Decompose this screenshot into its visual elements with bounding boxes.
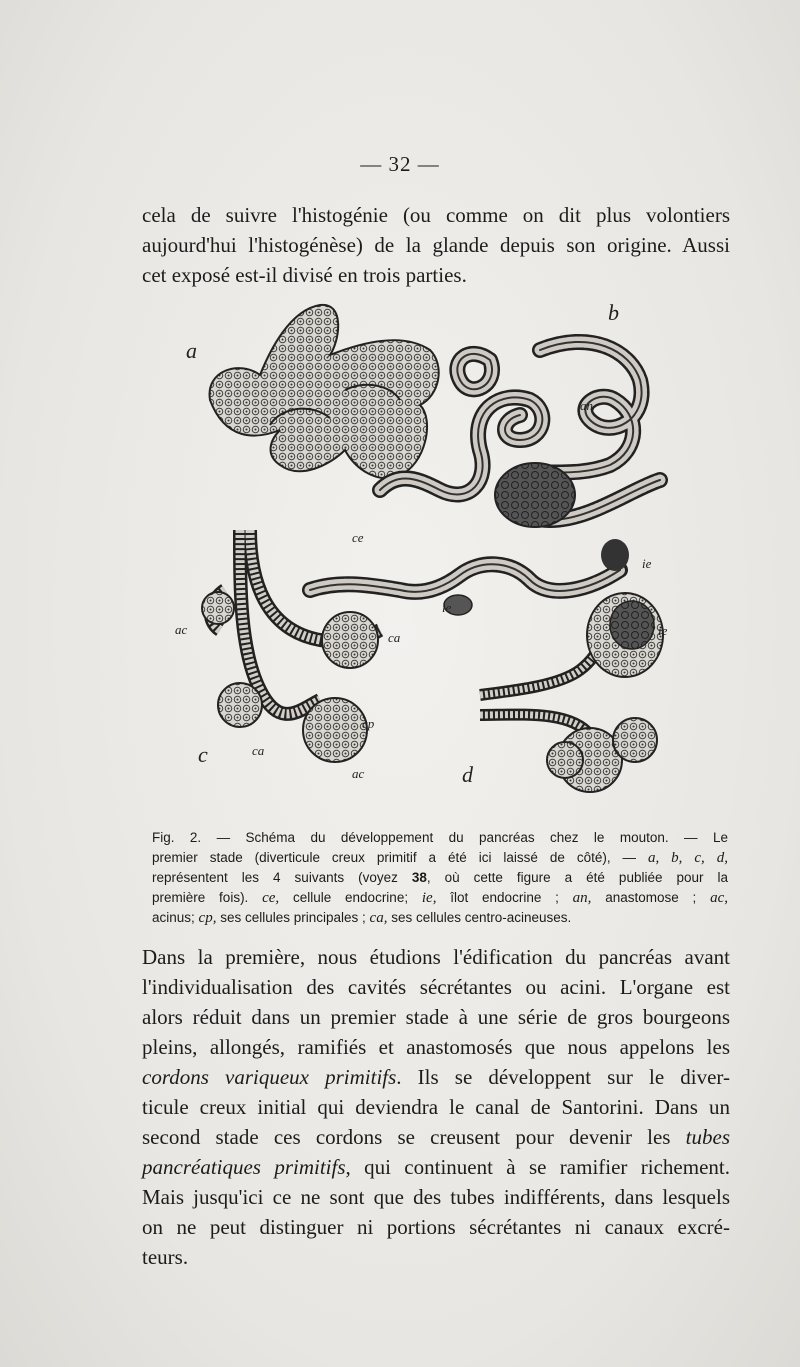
caption-text: première fois). <box>152 890 263 905</box>
paragraph-line: aujourd'hui l'histogénèse) de la glande depuis son origine. Aussi <box>142 233 730 257</box>
caption-line <box>152 868 728 888</box>
label-an: an <box>580 398 593 413</box>
paragraph-line: teurs. <box>142 1245 189 1269</box>
paragraph-line <box>142 1152 730 1182</box>
paragraph-line <box>142 1122 730 1152</box>
caption-italic: ca, <box>369 910 388 926</box>
body-paragraph <box>142 942 730 1272</box>
italic-term: pancréatiques primitifs <box>142 1155 346 1179</box>
label-ie-right: ie <box>642 556 652 571</box>
label-ac-bottom: ac <box>352 766 365 781</box>
caption-text: , où cette figure a été publiée pour la <box>426 870 728 885</box>
paragraph-line: ticule creux initial qui deviendra le canal de Santorini. Dans un <box>142 1095 730 1119</box>
paragraph-line: Mais jusqu'ici ce ne sont que des tubes indifférents, dans lesquels <box>142 1185 730 1209</box>
panel-letter-c: c <box>198 742 208 767</box>
caption-line <box>152 828 728 848</box>
paragraph-line: l'individualisation des cavités sécrétantes ou acini. L'organe est <box>142 975 730 999</box>
caption-bold-ref: 38 <box>411 870 427 885</box>
caption-text: premier stade (diverticule creux primitif a été ici laissé de côté), — <box>152 850 648 865</box>
panel-letter-a: a <box>186 338 197 363</box>
caption-text: cellule endocrine; <box>279 890 422 905</box>
panel-d-drawing <box>480 593 663 792</box>
paragraph-line: cela de suivre l'histogénie (ou comme on dit plus volontiers <box>142 203 730 227</box>
caption-italic: ac, <box>710 890 728 906</box>
panel-a-drawing <box>210 305 439 478</box>
label-ie-d: ie <box>658 623 668 638</box>
caption-text: anastomose ; <box>591 890 711 905</box>
caption-line <box>152 888 728 908</box>
paragraph-line: Dans la première, nous étudions l'édification du pancréas avant <box>142 945 730 969</box>
caption-text: représentent les 4 suivants (voyez <box>152 870 412 885</box>
caption-text: acinus; <box>152 910 199 925</box>
paragraph-text: , qui continuent à se ramifier richement. <box>345 1155 730 1179</box>
italic-term: tubes <box>685 1125 730 1149</box>
paragraph-text: . Ils se développent sur le diver- <box>396 1065 730 1089</box>
paragraph-line <box>142 1062 730 1092</box>
label-ie-center: ie <box>442 600 452 615</box>
caption-line <box>152 908 728 928</box>
caption-italic: a, b, c, d, <box>647 850 728 866</box>
caption-text: îlot endocrine ; <box>436 890 573 905</box>
paragraph-text: second stade ces cordons se creusent pour devenir les <box>142 1125 686 1149</box>
label-cp: cp <box>362 716 375 731</box>
panel-c-drawing <box>202 530 380 762</box>
figure-illustration <box>170 290 670 825</box>
label-ce: ce <box>352 530 364 545</box>
intro-paragraph <box>142 200 730 290</box>
caption-text: ses cellules centro-acineuses. <box>387 910 572 925</box>
label-ac-left: ac <box>175 622 188 637</box>
paragraph-line: alors réduit dans un premier stade à une série de gros bourgeons <box>142 1005 730 1029</box>
label-ca-c: ca <box>388 630 401 645</box>
page-number: — 32 — <box>360 152 440 176</box>
panel-letter-b: b <box>608 300 619 325</box>
figure-caption <box>152 828 728 928</box>
caption-text: Fig. 2. — Schéma du développement du pancréas chez le mouton. — Le <box>152 830 728 845</box>
italic-term: cordons variqueux primitifs <box>142 1065 397 1089</box>
caption-italic: cp, <box>198 910 217 926</box>
caption-text: ses cellules principales ; <box>216 910 370 925</box>
caption-italic: ce, <box>262 890 280 906</box>
caption-line <box>152 848 728 868</box>
paragraph-line: cet exposé est-il divisé en trois parties. <box>142 263 467 287</box>
panel-letter-d: d <box>462 762 473 787</box>
caption-italic: ie, <box>421 890 437 906</box>
figure-pancreas-development <box>170 290 670 825</box>
paragraph-line: on ne peut distinguer ni portions sécrétantes ni canaux excré- <box>142 1215 730 1239</box>
caption-italic: an, <box>572 890 592 906</box>
paragraph-line: pleins, allongés, ramifiés et anastomosés que nous appelons les <box>142 1035 730 1059</box>
label-ca-bottom: ca <box>252 743 265 758</box>
